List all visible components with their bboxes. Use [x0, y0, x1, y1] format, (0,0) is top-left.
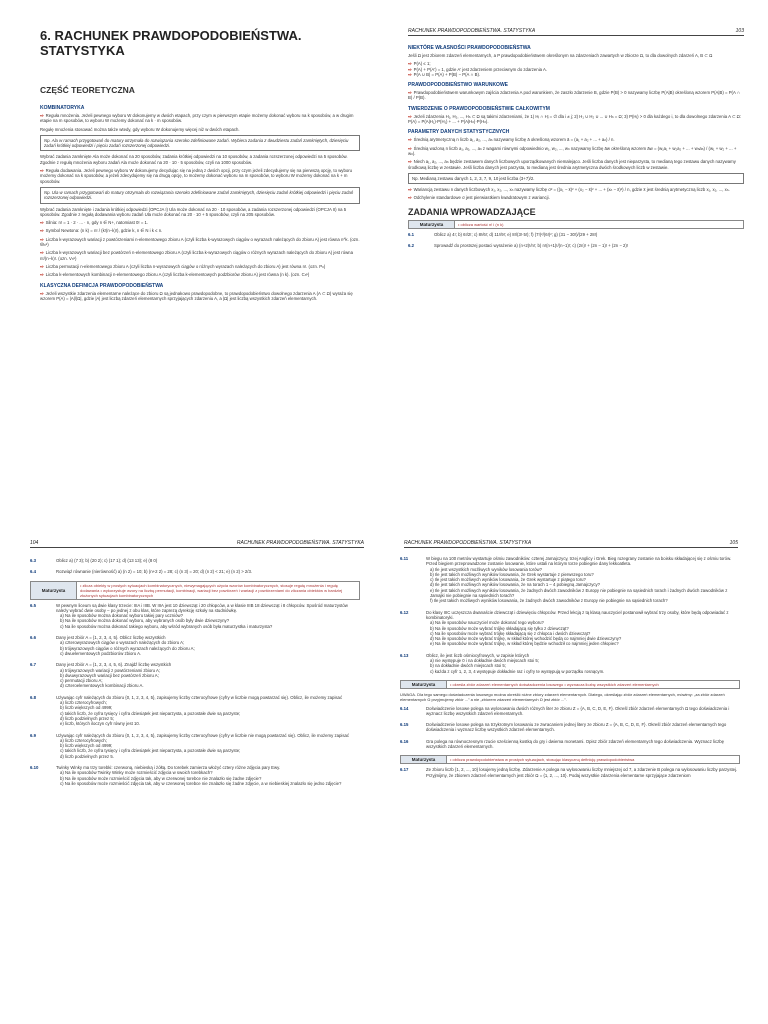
arrow-icon: ⇨ — [40, 272, 44, 278]
exercise-item: a) Na ile sposobów można dokonać wyboru takiej pary uczniów? — [60, 613, 184, 619]
paragraph: Jeśli Ω jest zbiorem zdarzeń elementarnych, a P prawdopodobieństwem określonym na zdarzeniach zawartych w zbiorze Ω, to dla dowolnych zdarzeń A, B ⊂ Ω — [408, 53, 713, 58]
example-box: Np. Ula w ramach przygotowań do matury otrzymała do rozwiązania szeroko zdefiniowane zadań zamkniętych, dziesięciu zadań krótkiej odpowiedzi i pięciu zadań rozszerzonej odpowiedzi. — [40, 187, 360, 204]
exercise — [30, 635, 360, 656]
exercise-text: Do klasy IIIC uczęszcza dwanaście dziewcząt i dziewięciu chłopców. Przed lekcją z tą klasą nauczyciel postanowił wybrać trzy osoby, które będą odpowiadać z kombinatoryki. — [426, 609, 729, 620]
section-title: TWIERDZENIE O PRAWDOPODOBIEŃSTWIE CAŁKOWITYM — [408, 105, 550, 112]
exercise — [30, 558, 360, 563]
maturzysta-label: Maturzysta — [401, 756, 447, 763]
page-105 — [384, 512, 768, 1024]
paragraph: Wybrać zadania zamknięte i zadania krótkiej odpowiedzi (OPCJA I) Ula może dokonać na 20 · 10 sposobów, a zadania rozszerzonej odpowiedzi (OPCJA II) na 5 sposobów. Zgodnie z regułą dodawania wyboru zadań Ula może dokonać na 20 · 10 + 5 sposobów, czyli na 205 sposobów. — [40, 206, 347, 217]
exercise-text: Oblicz a) 4!; b) 6!/2!; c) 8!/6!; d) 11!/9!; e) 8!/(3!·5!); f) (7!)²/(6!)²; g) (31 − 30!)/(29 + 28!) — [434, 231, 598, 237]
exercise-item: d) Ile jest takich możliwych wyników losowania, że na torach 1 – 4 pobiegną Jamajczycy? — [430, 582, 601, 588]
arrow-icon: ⇨ — [408, 61, 412, 67]
paragraph: ⇨ Symbol Newtona: (n k) = n! / (k!(n−k)!), gdzie k, n ∈ N i k ≤ n. — [40, 228, 163, 234]
exercise-text: Twinky Winky ma trzy torebki: czerwoną, niebieską i żółtą. Do torebek zamierza włożyć cztery różne zdjęcia pary Ewy. — [56, 765, 281, 771]
exercise-number: 6.9 — [30, 732, 36, 738]
paragraph: ⇨ Średnią ważoną n liczb a₁, a₂, ..., aₙ z wagami równymi odpowiednio w₁, w₂, ..., wₙ nazywamy liczbę āw określoną wzorem āw = (w₁a₁ + w₂a₂ + ... + wₙaₙ) / (w₁ + w₂ + ... + wₙ). — [408, 145, 737, 156]
maturzysta-box — [400, 755, 740, 764]
maturzysta-box — [30, 581, 360, 600]
exercise-number: 6.2 — [408, 243, 414, 249]
exercise-item: a) trójwyrazowych wariacji z powtórzeniami zbioru A; — [60, 667, 161, 673]
exercise-body — [56, 695, 360, 727]
note-box: Np. Medianą zestawu danych 1, 2, 3, 7, 9, 10 jest liczba (3+7)/2. — [408, 173, 744, 184]
exercise — [400, 706, 740, 717]
exercise — [30, 569, 360, 574]
paragraph: ⇨ Reguła mnożenia. Jeżeli pewnego wyboru W dokonujemy w dwóch etapach, przy czym w pierwszym etapie możemy dokonać wyboru na k sposobów, a w drugim etapie na m sposobów, to wyboru W możemy dokonać na k · m sposobów. — [40, 113, 354, 124]
maturzysta-label: Maturzysta — [409, 221, 455, 228]
exercise-item: b) Na ile sposobów może wybrać trójkę składającą się tylko z dziewcząt? — [430, 625, 569, 631]
arrow-icon: ⇨ — [40, 236, 44, 242]
exercise-body — [56, 662, 360, 688]
exercise-number: 6.12 — [400, 609, 409, 615]
exercise-column — [30, 556, 360, 792]
exercise — [400, 739, 740, 750]
paragraph: Regułę mnożenia stosować można także wtedy, gdy wyboru W dokonujemy więcej niż w dwóch etapach. — [40, 126, 240, 132]
exercise-item: c) Ile jest takich możliwych wyników losowania, że Grek wystartuje z piątego toru? — [430, 577, 586, 583]
paragraph: ⇨ Wariancją zestawu n danych liczbowych x₁, x₂, ..., xₙ nazywamy liczbę σ² = ((x₁ − x̄)² + (x₂ − x̄)² + ... + (xₙ − x̄)²) / n, gdzie x̄ jest średnią arytmetyczną liczb x₁, x₂, ..., xₙ. — [408, 187, 730, 193]
exercise-item: b) Na ile sposobów może rozmieścić zdjęcia tak, aby w czerwonej torebce nie znalazło się żadne zdjęcie? — [60, 775, 262, 781]
running-head-title: RACHUNEK PRAWDOPODOBIEŃSTWA. STATYSTYKA — [404, 540, 532, 546]
exercise-item: d) liczb podzielnych przez 5. — [60, 753, 114, 759]
exercise — [400, 610, 740, 647]
arrow-icon: ⇨ — [40, 168, 44, 174]
exercise-item: e) liczb, których iloczyn cyfr równy jest 10. — [60, 721, 140, 727]
arrow-icon: ⇨ — [408, 71, 412, 77]
page-102 — [0, 0, 384, 512]
exercise-item: d) Na ile sposobów może wybrać trójkę, w skład której wchodzić będą co najmniej dwie dziewczyny? — [430, 636, 622, 642]
running-head-title: RACHUNEK PRAWDOPODOBIEŃSTWA. STATYSTYKA — [236, 540, 364, 546]
exercise-item: b) Na ile sposobów można dokonać wyboru, aby wybranych osób były dwie dziewczyny? — [60, 618, 230, 624]
maturzysta-text: • określa zbiór zdarzeń elementarnych doświadczenia losowego • wyznacza liczbę wszystkich zdarzeń elementarnych — [450, 681, 659, 687]
exercise-number: 6.13 — [400, 652, 409, 658]
exercise-text: Dany jest zbiór A = {1, 2, 3, 4, 5}. Oblicz liczbę wszystkich — [56, 635, 166, 641]
exercise-item: c) dwuelementowych podzbiorów zbioru A. — [60, 650, 142, 656]
exercise-item: b) liczb większych od 4999; — [60, 743, 113, 749]
exercise — [30, 695, 360, 727]
exercise — [400, 653, 740, 674]
paragraph: ⇨ Silnia: n! = 1 · 2 · ... · n, gdy n ∈ N+, natomiast 0! = 1. — [40, 220, 149, 226]
paragraph: ⇨ Prawdopodobieństwem warunkowym zajścia zdarzenia A pod warunkiem, że zaszło zdarzenie B, gdzie P(B) > 0 nazywamy liczbę P(A|B) określoną wzorem P(A|B) = P(A ∩ B) / P(B). — [408, 90, 740, 101]
exercise-item: a) Na ile sposobów nauczyciel może dokonać tego wyboru? — [430, 620, 544, 626]
exercise-number: 6.6 — [30, 635, 36, 641]
maturzysta-box — [400, 680, 740, 689]
exercise-text: Używając cyfr należących do zbioru {0, 1, 2, 3, 4, 5}, zapisujemy liczby czterocyfrowe (cyfry w liczbie mogą powtarzać się). Oblicz, ile możemy zapisać — [56, 694, 343, 700]
paragraph: ⇨ Jeżeli wszystkie zdarzenia elementarne należące do zbioru Ω są jednakowo prawdopodobne, to prawdopodobieństwo dowolnego zdarzenia A (A ⊂ Ω) wyraża się wzorem P(A) = |A|/|Ω|, gdzie |A| jest liczbą zdarzeń elementarnych sprzyjających zdarzeniu A, a |Ω| jest liczbą wszystkich zdarzeń elementarnych. — [40, 290, 353, 301]
paragraph: Wybrać zadania zamknięte Ala może dokonać na 20 sposobów, zadania krótkiej odpowiedzi na 10 sposobów, a zadania rozszerzonej odpowiedzi na 5 sposobów. Zgodnie z regułą mnożenia wyboru zadań Ala może dokonać na 20 · 10 · 5 sposobów, czyli na 1000 sposobów. — [40, 154, 348, 165]
section-title: PRAWDOPODOBIEŃSTWO WARUNKOWE — [408, 82, 508, 89]
exercise — [400, 722, 740, 733]
example-box: Np. Ala w ramach przygotowań do matury otrzymała do rozwiązania szeroko zdefiniowane zadań. Wybiera zadania z dwudziestu zadań zamkniętych, dziesięciu zadań krótkiej odpowiedzi i pięciu zadań rozszerzonej odpowiedzi. — [40, 135, 360, 152]
theory-column — [408, 40, 744, 254]
exercise-body — [56, 635, 360, 656]
exercise-item: c) takich liczb, że cyfra tysięcy i cyfra dziesiątek jest nieparzysta, a pozostałe dwie są parzyste; — [60, 748, 241, 754]
arrow-icon: ⇨ — [40, 290, 44, 296]
exercise — [30, 662, 360, 688]
exercise-item: a) liczb czterocyfrowych; — [60, 700, 107, 706]
exercise-text: Oblicz a) (7 3); b) (20 2); c) (17 1); d) (13 13); e) (8 0) — [56, 558, 158, 563]
exercise-item: b) na dokładnie dwóch miejscach stoi 5; — [430, 663, 506, 669]
maturzysta-label: Maturzysta — [401, 681, 447, 688]
section-title: PARAMETRY DANYCH STATYSTYCZNYCH — [408, 129, 510, 136]
maturzysta-text: • oblicza prawdopodobieństwa w prostych sytuacjach, stosując klasyczną definicję prawdopodobieństwa — [450, 757, 635, 763]
arrow-icon: ⇨ — [408, 195, 412, 201]
exercise-item: c) permutacji zbioru A; — [60, 678, 103, 684]
exercise — [30, 603, 360, 629]
exercise-number: 6.15 — [400, 722, 409, 728]
exercise-item: c) Na ile sposobów można dokonać takiego wyboru, aby wśród wybranych osób była maturzystka i maturzysta? — [60, 623, 273, 629]
chapter-title: 6. RACHUNEK PRAWDOPODOBIEŃSTWA. STATYSTYKA — [40, 28, 302, 58]
exercise — [400, 767, 740, 778]
exercise-item: a) liczb czterocyfrowych; — [60, 737, 107, 743]
exercise-item: d) czteroelementowych kombinacji zbioru A. — [60, 683, 144, 689]
exercise-body — [426, 653, 740, 674]
page-number: 105 — [729, 540, 738, 546]
exercise-item: a) Na ile sposobów Twinky Winky może rozmieścić zdjęcia w swoich torebkach? — [60, 770, 213, 776]
paragraph: ⇨ Reguła dodawania. Jeżeli pewnego wyboru W dokonujemy decydując się na jedną z dwóch opcji, przy czym jeżeli zdecydujemy się na pierwszą opcję, to wyboru możemy dokonać na k sposobów, a jeżeli zdecydujemy się na drugą opcję, to możemy dokonać wyboru na m sposobów, to wyboru W możemy dokonać na k + m sposobów. — [40, 168, 353, 184]
arrow-icon: ⇨ — [408, 159, 412, 165]
exercise-item: c) takich liczb, że cyfra tysięcy i cyfra dziesiątek jest nieparzysta, a pozostałe dwie są parzyste; — [60, 710, 241, 716]
paragraph: ⇨ Liczba k-elementowych kombinacji n-elementowego zbioru A (czyli liczba k-elementowych podzbiorów zbioru A) jest równa (n k). (ozn. Cₙᵏ) — [40, 272, 310, 278]
exercise-text: Dany jest zbiór A = {1, 2, 3, 4, 5, 6}. Znajdź liczbę wszystkich — [56, 662, 172, 668]
exercise — [30, 733, 360, 759]
exercise-number: 6.7 — [30, 662, 36, 668]
exercise-text: Używając cyfr należących do zbioru {0, 1, 2, 3, 4, 5}, zapisujemy liczby czterocyfrowe (cyfry w liczbie nie mogą powtarzać się). Oblicz, ile możemy zapisać — [56, 732, 350, 738]
arrow-icon: ⇨ — [40, 228, 44, 234]
arrow-icon: ⇨ — [40, 250, 44, 256]
exercise — [408, 243, 744, 248]
exercise-text: W pewnym liceum są dwie klasy trzecie: IIIA i IIIB. W IIIA jest 10 dziewcząt i 20 chłopców, a w klasie IIIB 18 dziewcząt i 8 chłopców. Spośród maturzystów należy wybrać dwie osoby – po jednej z obu klas, które zaprezą dyrekcję szkoły na studniówkę. — [56, 602, 348, 613]
exercise-item: b) liczb większych od 4999; — [60, 705, 113, 711]
section-title: NIEKTÓRE WŁASNOŚCI PRAWDOPODOBIEŃSTWA — [408, 45, 531, 51]
exercise-number: 6.3 — [30, 558, 36, 563]
exercise-item: b) Ile jest takich możliwych wyników losowania, że Grek wystartuje z pierwszego toru? — [430, 571, 594, 577]
paragraph: ⇨ Liczba permutacji n-elementowego zbioru A (czyli liczba n-wyrazowych ciągów o różnych wyrazach należących do zbioru A) jest równa n!. (ozn. Pₙ) — [40, 263, 326, 269]
exercise-item: e) Ile jest takich możliwych wyników losowania, że żadnych dwóch zawodników z Europy nie pobiegnie na sąsiednich torach i żadnych dwóch zawodników z Jamajki nie pobiegnie na sąsiednich torach? — [430, 587, 728, 599]
exercise-item: c) każda z cyfr 1, 2, 3, 4 występuje dokładnie raz i cyfry te występują w porządku rosnącym. — [430, 668, 605, 674]
arrow-icon: ⇨ — [408, 145, 412, 151]
arrow-icon: ⇨ — [408, 187, 412, 193]
exercise-number: 6.16 — [400, 738, 409, 744]
exercise-body — [426, 556, 740, 604]
running-head — [404, 540, 738, 548]
exercise-number: 6.11 — [400, 556, 409, 561]
exercise-text: Oblicz, ile jest liczb ośmiocyfrowych, w zapisie których — [426, 652, 530, 658]
paragraph: ⇨ P(A ∪ B) = P(A) + P(B) − P(A ∩ B). — [408, 71, 481, 77]
exercise-text: Sprowadź do prostszej postaci wyrażenie a) (n+2)!/n!; b) n!(n+1)!/(n−1)!; c) (2n)! + (2n − 1)! + (2n − 2)! — [434, 243, 629, 249]
section-title: KLASYCZNA DEFINICJA PRAWDOPODOBIEŃSTWA — [40, 282, 164, 289]
paragraph: ⇨ Średnią arytmetyczną n liczb a₁, a₂, ..., aₙ nazywamy liczbę ā określoną wzorem ā = (a₁ + a₂ + ... + aₙ) / n. — [408, 137, 615, 143]
exercise-item: c) Na ile sposobów może rozmieścić zdjęcia tak, aby w czerwonej torebce nie znalazło się żadne zdjęcie, a w niebieskiej znalazło się jedno zdjęcie? — [60, 780, 342, 786]
exercise-number: 6.17 — [400, 767, 409, 773]
page-103 — [384, 0, 768, 512]
exercise-text: Rozwiąż równanie (nierówność) a) (n 2) = 10; b) (n+2 2) = 28; c) (n 3) = 20; d) (n 2) < 21; e) (n 2) > 2/3. — [56, 569, 253, 575]
paragraph: ⇨ Niech a₁, a₂, ..., aₙ będzie zestawem danych liczbowych uporządkowanych niemalejąco. Jeśli liczba danych jest nieparzysta, to medianą tego zestawu danych nazywamy środkową liczbę w zestawie. Jeśli liczba danych jest parzysta, to medianą jest średnia arytmetyczna dwóch środkowych liczb w zestawie. — [408, 159, 736, 170]
exercise-body — [56, 733, 360, 759]
paragraph: ⇨ Liczba k-wyrazowych wariacji z powtórzeniami n-elementowego zbioru A (czyli liczba k-wyrazowych ciągów o wyrazach należących do zbioru A) jest równa n^k. (ozn. W̄ₙᵏ) — [40, 236, 360, 248]
section-title: KOMBINATORYKA — [40, 105, 85, 111]
arrow-icon: ⇨ — [408, 66, 412, 72]
running-head-title: RACHUNEK PRAWDOPODOBIEŃSTWA. STATYSTYKA — [408, 28, 536, 34]
exercise-text: Doświadczenie losowe polega na wylosowaniu dwóch różnych liter ze zbioru Z = {A, B, C, D, E, F}. Określ zbiór zdarzeń elementarnych Ω tego doświadczenia i wyznacz liczbę wszystkich zdarzeń elementarnych. — [426, 705, 730, 716]
paragraph: ⇨ Liczba k-wyrazowych wariacji bez powtórzeń n-elementowego zbioru A (czyli liczba k-wyrazowych ciągów o różnych wyrazach należących do zbioru A) jest równa n!/(n−k)!. (ozn. Vₙᵏ) — [40, 250, 353, 261]
paragraph: ⇨ P(A) + P(A′) = 1, gdzie A′ jest zdarzeniem przeciwnym do zdarzenia A. — [408, 66, 548, 72]
exercise-text: Doświadczenie losowe polega na trzykrotnym losowaniu ze zwracaniem jednej litery ze zbioru Z = {A, B, C, D, E, F}. Określ zbiór zdarzeń elementarnych tego doświadczenia i wyznacz liczbę wszystkich zdarzeń elementarnych. — [426, 722, 727, 733]
maturzysta-label: Maturzysta — [31, 582, 77, 599]
part-title: CZĘŚĆ TEORETYCZNA — [40, 85, 135, 95]
arrow-icon: ⇨ — [40, 263, 44, 269]
paragraph: ⇨ Odchylenie standardowe σ jest pierwiastkiem kwadratowym z wariancji. — [408, 195, 550, 201]
exercise-column — [400, 554, 740, 784]
exercise-body — [56, 603, 360, 629]
exercise-item: a) czterowyrazowych ciągów o wyrazach należących do zbioru A; — [60, 640, 185, 646]
running-head — [30, 540, 364, 548]
exercise-number: 6.1 — [408, 231, 414, 237]
page-number: 104 — [30, 540, 39, 546]
exercise-item: a) Ile jest wszystkich możliwych wyników losowania torów? — [430, 566, 542, 572]
running-head — [408, 28, 744, 36]
arrow-icon: ⇨ — [40, 220, 44, 226]
exercise-item: b) trójwyrazowych ciągów o różnych wyrazach należących do zbioru A; — [60, 645, 195, 651]
arrow-icon: ⇨ — [408, 113, 412, 119]
exercise-item: b) dwuwyrazowych wariacji bez powtórzeń zbioru A; — [60, 672, 159, 678]
exercise-item: f) Ile jest takich możliwych wyników losowania, że żadnych dwóch zawodników z Europy nie pobiegnie na sąsiednich torach? — [430, 598, 668, 604]
exercise-number: 6.4 — [30, 569, 36, 575]
exercise-text: W biegu na 100 metrów wystartuje ośmiu zawodników: czterej Jamajczycy, trzej Anglicy i Grek. Bieg rozegrany zostanie na boisku składającej się z ośmiu torów. Przed biegiem przeprowadzone zostanie losowanie, które ustali na którym torze pobiegnie dany lekkoatleta. — [426, 556, 732, 567]
exercise — [400, 556, 740, 604]
exercise-body — [56, 765, 360, 786]
exercise — [408, 232, 744, 237]
exercise-item: a) nie występuje 0 i na dokładnie dwóch miejscach stoi 5; — [430, 658, 539, 664]
page-104 — [0, 512, 384, 1024]
maturzysta-text: • zlicza obiekty w prostych sytuacjach kombinatorycznych, niewymagających użycia wzorów kombinatorycznych, stosuje regułę mnożenia i regułę dodawania • wykorzystuje wzory na liczbę permutacji, kombinacji, wariacji bez powtórzeń i wariacji z powtórzeniami do zliczania obiektów w bardziej złożonych sytuacjach kombinatorycznych — [80, 582, 343, 598]
exercises-heading: ZADANIA WPROWADZAJĄCE — [408, 206, 536, 217]
exercise-number: 6.14 — [400, 705, 409, 711]
note-paragraph: UWAGA. Dla tego samego doświadczenia losowego można określić różne zbiory zdarzeń elementarnych. Dlatego, określając zbiór zdarzeń elementarnych, mówimy: „za zbiór zdarzeń elementarnych Ω przyjmujemy zbiór ...” a nie „zbiorem zdarzeń elementarnych Ω jest zbiór ...”. — [400, 691, 725, 703]
exercise-number: 6.5 — [30, 602, 36, 608]
exercise-number: 6.8 — [30, 694, 36, 700]
maturzysta-text: • oblicza wartość n! i (n k) — [458, 221, 504, 227]
exercise-body — [426, 610, 740, 647]
theory-column — [40, 100, 360, 304]
exercise — [30, 765, 360, 786]
arrow-icon: ⇨ — [40, 113, 44, 118]
exercise-item: e) Na ile sposobów może wybrać trójkę, w skład której będzie wchodził co najmniej jeden chłopiec? — [430, 641, 619, 647]
paragraph: ⇨ Jeżeli zdarzenia H₁, H₂, ..., Hₙ ⊂ Ω są takimi zdarzeniami, że 1) Hᵢ ∩ Hⱼ = ∅ dla i ≠ j; 2) H₁ ∪ H₂ ∪ ... ∪ Hₙ = Ω; 3) P(Hᵢ) > 0 dla każdego i, to dla dowolnego zdarzenia A ⊂ Ω: P(A) = P(A|H₁)·P(H₁) + ... + P(A|Hₙ)·P(Hₙ). — [408, 113, 742, 125]
paragraph: ⇨ P(A) ≤ 1; — [408, 61, 431, 67]
page-number: 103 — [735, 28, 744, 34]
exercise-text: Ze zbioru liczb {1, 2, ..., 10} losujemy jedną liczbę. Zdarzenie A polega na wylosowaniu liczby mniejszej od 7, a zdarzenie B polega na wylosowaniu liczby parzystej. Przyjmijmy, że zbiorem zdarzeń elementarnych jest zbiór Ω = {1, 2, ..., 10}. Podaj wszystkie zdarzenia elementarne sprzyjające zdarzeniom — [426, 767, 738, 778]
exercise-item: c) Na ile sposobów może wybrać trójkę składającą się z chłopca i dwóch dziewcząt? — [430, 630, 591, 636]
arrow-icon: ⇨ — [408, 90, 412, 96]
arrow-icon: ⇨ — [408, 137, 412, 143]
exercise-text: Gra polega na równoczesnym rzucie sześcienną kostką do gry i dwiema monetami. Opisz zbiór zdarzeń elementarnych tego doświadczenia. Wyznacz liczbę wszystkich zdarzeń elementarnych. — [426, 738, 725, 750]
exercise-number: 6.10 — [30, 765, 39, 771]
exercise-item: d) liczb podzielnych przez 5; — [60, 715, 114, 721]
maturzysta-box — [408, 220, 744, 229]
